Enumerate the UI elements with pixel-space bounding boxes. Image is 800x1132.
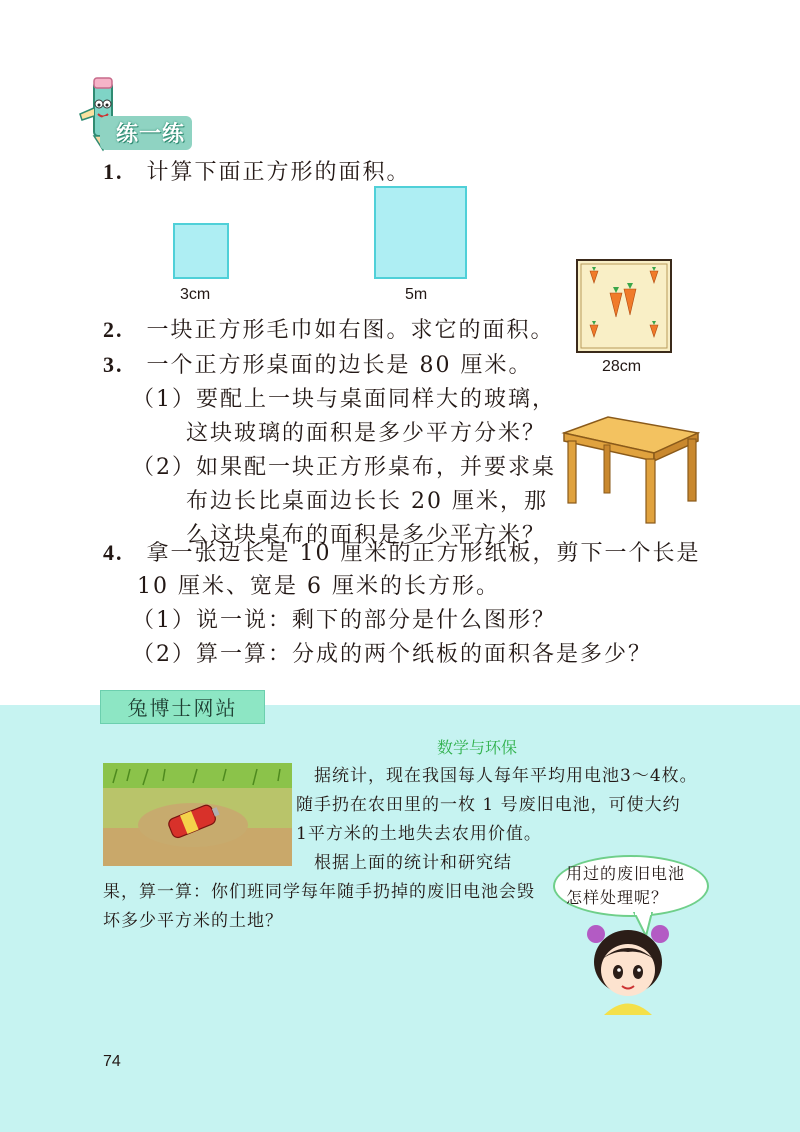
article-para1-line1: 据统计，现在我国每人每年平均用电池3～4枚。 xyxy=(314,766,698,786)
large-square xyxy=(374,186,467,279)
problem-3-sub2-line2: 布边长比桌面边长长 20 厘米，那 xyxy=(186,489,548,514)
site-title: 兔博士网站 xyxy=(127,696,238,720)
problem-3-sub1-line1: （1）要配上一块与桌面同样大的玻璃， xyxy=(132,387,556,412)
problem-number: 2. xyxy=(103,317,124,342)
problem-2 xyxy=(103,315,555,346)
battery-field-photo xyxy=(103,763,292,866)
article-para2-line2: 果，算一算：你们班同学每年随手扔掉的废旧电池会毁 xyxy=(103,882,535,902)
problem-3-sub2-line3: 么这块桌布的面积是多少平方米？ xyxy=(186,523,547,548)
problem-4-sub2: （2）算一算：分成的两个纸板的面积各是多少？ xyxy=(132,642,652,667)
problem-4-sub1: （1）说一说：剩下的部分是什么图形？ xyxy=(132,608,556,633)
article-para2-line1: 根据上面的统计和研究结 xyxy=(314,853,512,873)
problem-text: 一个正方形桌面的边长是 80 厘米。 xyxy=(146,353,533,378)
problem-text: 拿一张边长是 10 厘米的正方形纸板，剪下一个长是 xyxy=(146,541,701,566)
problem-1 xyxy=(103,157,411,188)
speech-line2: 怎样处理呢？ xyxy=(566,888,669,907)
page-number: 74 xyxy=(103,1053,121,1070)
girl-character-illustration xyxy=(582,920,674,1015)
problem-text: 一块正方形毛巾如右图。求它的面积。 xyxy=(146,318,555,343)
problem-3-sub1-line2: 这块玻璃的面积是多少平方分米？ xyxy=(186,421,547,446)
wooden-table-illustration xyxy=(560,415,700,525)
small-square-label: 3cm xyxy=(180,286,211,303)
article-para2-line3: 坏多少平方米的土地？ xyxy=(103,911,283,931)
problem-4-line2: 10 厘米、宽是 6 厘米的长方形。 xyxy=(137,574,500,599)
problem-number: 4. xyxy=(103,540,124,565)
practice-title: 练一练 xyxy=(116,122,186,147)
towel-label: 28cm xyxy=(602,358,642,375)
carrot-towel-illustration xyxy=(576,259,672,353)
small-square xyxy=(173,223,229,279)
problem-text: 计算下面正方形的面积。 xyxy=(146,160,411,185)
large-square-label: 5m xyxy=(405,286,428,303)
problem-number: 3. xyxy=(103,352,124,377)
problem-4 xyxy=(103,538,700,569)
problem-3-sub2-line1: （2）如果配一块正方形桌布，并要求桌 xyxy=(132,455,556,480)
problem-number: 1. xyxy=(103,159,124,184)
article-para1-line3: 1平方米的土地失去农用价值。 xyxy=(296,824,542,844)
problem-3 xyxy=(103,350,532,381)
article-para1-line2: 随手扔在农田里的一枚 1 号废旧电池，可使大约 xyxy=(296,795,681,815)
article-heading: 数学与环保 xyxy=(437,738,518,757)
speech-line1: 用过的废旧电池 xyxy=(566,864,686,883)
